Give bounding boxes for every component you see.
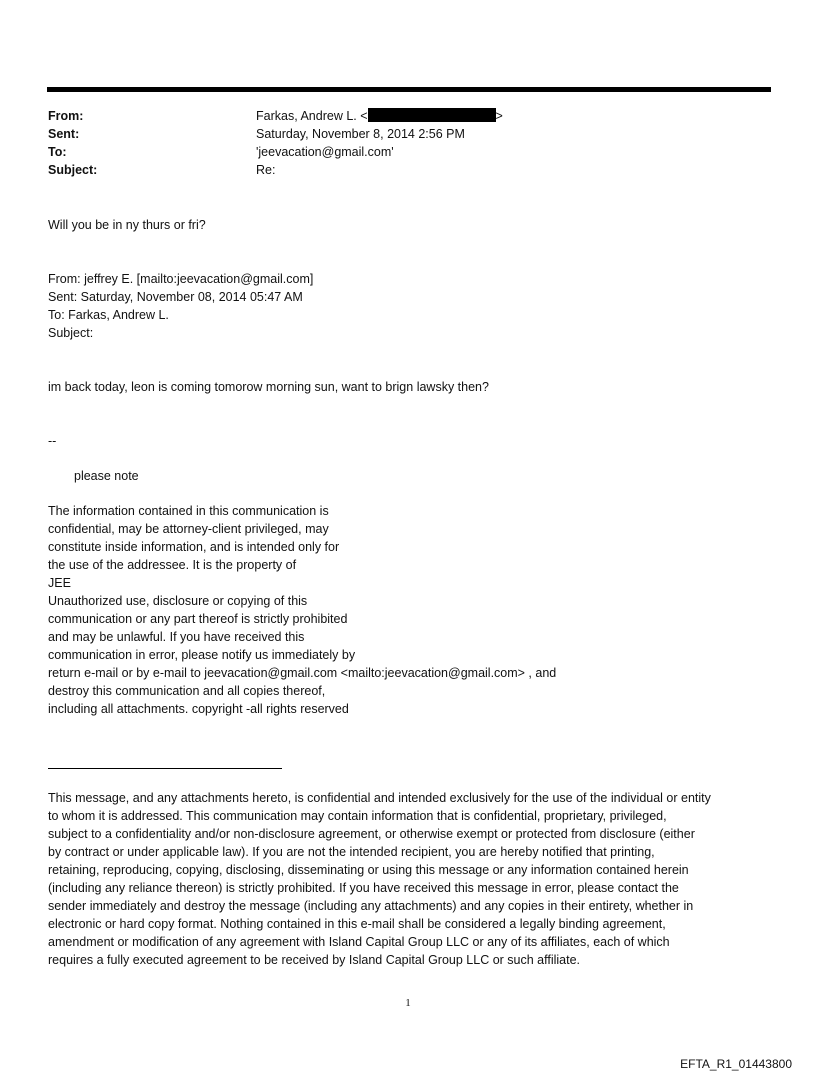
notice-line: destroy this communication and all copies thereof, <box>48 684 326 698</box>
disclaimer-line: by contract or under applicable law). If you are not the intended recipient, you are hereby notified that printing, <box>48 845 655 859</box>
quoted-subject: Subject: <box>48 326 94 340</box>
sent-label: Sent: <box>48 127 80 141</box>
notice-line: constitute inside information, and is intended only for <box>48 540 340 554</box>
quoted-header <box>48 270 778 342</box>
to-value: 'jeevacation@gmail.com' <box>256 145 394 159</box>
quoted-sent: Sent: Saturday, November 08, 2014 05:47 AM <box>48 290 303 304</box>
from-value: Farkas, Andrew L. < <box>256 109 368 123</box>
from-row <box>48 107 748 125</box>
disclaimer-line: amendment or modification of any agreement with Island Capital Group LLC or any of its affiliates, each of which <box>48 935 670 949</box>
disclaimer-line: to whom it is addressed. This communication may contain information that is confidential, proprietary, privileged, <box>48 809 667 823</box>
email-header <box>48 107 748 179</box>
notice-line: The information contained in this communication is <box>48 504 329 518</box>
notice-line: communication in error, please notify us immediately by <box>48 648 356 662</box>
subject-value: Re: <box>256 163 276 177</box>
disclaimer-line: subject to a confidentiality and/or non-disclosure agreement, or otherwise exempt or protected from disclosure (either <box>48 827 695 841</box>
quoted-from: From: jeffrey E. [mailto:jeevacation@gmail.com] <box>48 272 314 286</box>
document-id: EFTA_R1_01443800 <box>680 1057 792 1071</box>
sent-value: Saturday, November 8, 2014 2:56 PM <box>256 127 465 141</box>
signature-separator: -- <box>48 434 57 448</box>
quoted-body: im back today, leon is coming tomorow morning sun, want to brign lawsky then? <box>48 380 489 394</box>
disclaimer-line: sender immediately and destroy the message (including any attachments) and any copies in their entirety, whether in <box>48 899 694 913</box>
reply-body: Will you be in ny thurs or fri? <box>48 218 206 232</box>
disclaimer-rule <box>48 768 282 769</box>
to-label: To: <box>48 145 67 159</box>
notice-line: the use of the addressee. It is the property of <box>48 558 297 572</box>
subject-row <box>48 161 748 179</box>
disclaimer-line: This message, and any attachments hereto, is confidential and intended exclusively for the use of the individual or entity <box>48 791 711 805</box>
header-rule <box>47 87 771 92</box>
from-label: From: <box>48 109 84 123</box>
notice-line: including all attachments. copyright -all rights reserved <box>48 702 349 716</box>
disclaimer-line: requires a fully executed agreement to be received by Island Capital Group LLC or such affiliate. <box>48 953 581 967</box>
notice-line: communication or any part thereof is strictly prohibited <box>48 612 348 626</box>
notice-line: Unauthorized use, disclosure or copying of this <box>48 594 308 608</box>
disclaimer-line: retaining, reproducing, copying, disclosing, disseminating or using this message or any information contained herein <box>48 863 689 877</box>
disclaimer-line: electronic or hard copy format. Nothing contained in this e-mail shall be considered a legally binding agreement, <box>48 917 666 931</box>
sent-row <box>48 125 748 143</box>
notice-line: confidential, may be attorney-client privileged, may <box>48 522 329 536</box>
notice-line: and may be unlawful. If you have received this <box>48 630 305 644</box>
redaction-box <box>368 108 496 122</box>
from-suffix: > <box>495 109 503 123</box>
to-row <box>48 143 748 161</box>
disclaimer-line: (including any reliance thereon) is strictly prohibited. If you have received this message in error, please contact the <box>48 881 679 895</box>
confidentiality-notice <box>48 502 778 718</box>
quoted-to: To: Farkas, Andrew L. <box>48 308 169 322</box>
notice-line: return e-mail or by e-mail to jeevacation@gmail.com <mailto:jeevacation@gmail.com> , and <box>48 666 557 680</box>
disclaimer <box>48 789 772 969</box>
please-note: please note <box>74 469 139 483</box>
subject-label: Subject: <box>48 163 98 177</box>
notice-line: JEE <box>48 576 71 590</box>
page-number: 1 <box>405 997 411 1009</box>
